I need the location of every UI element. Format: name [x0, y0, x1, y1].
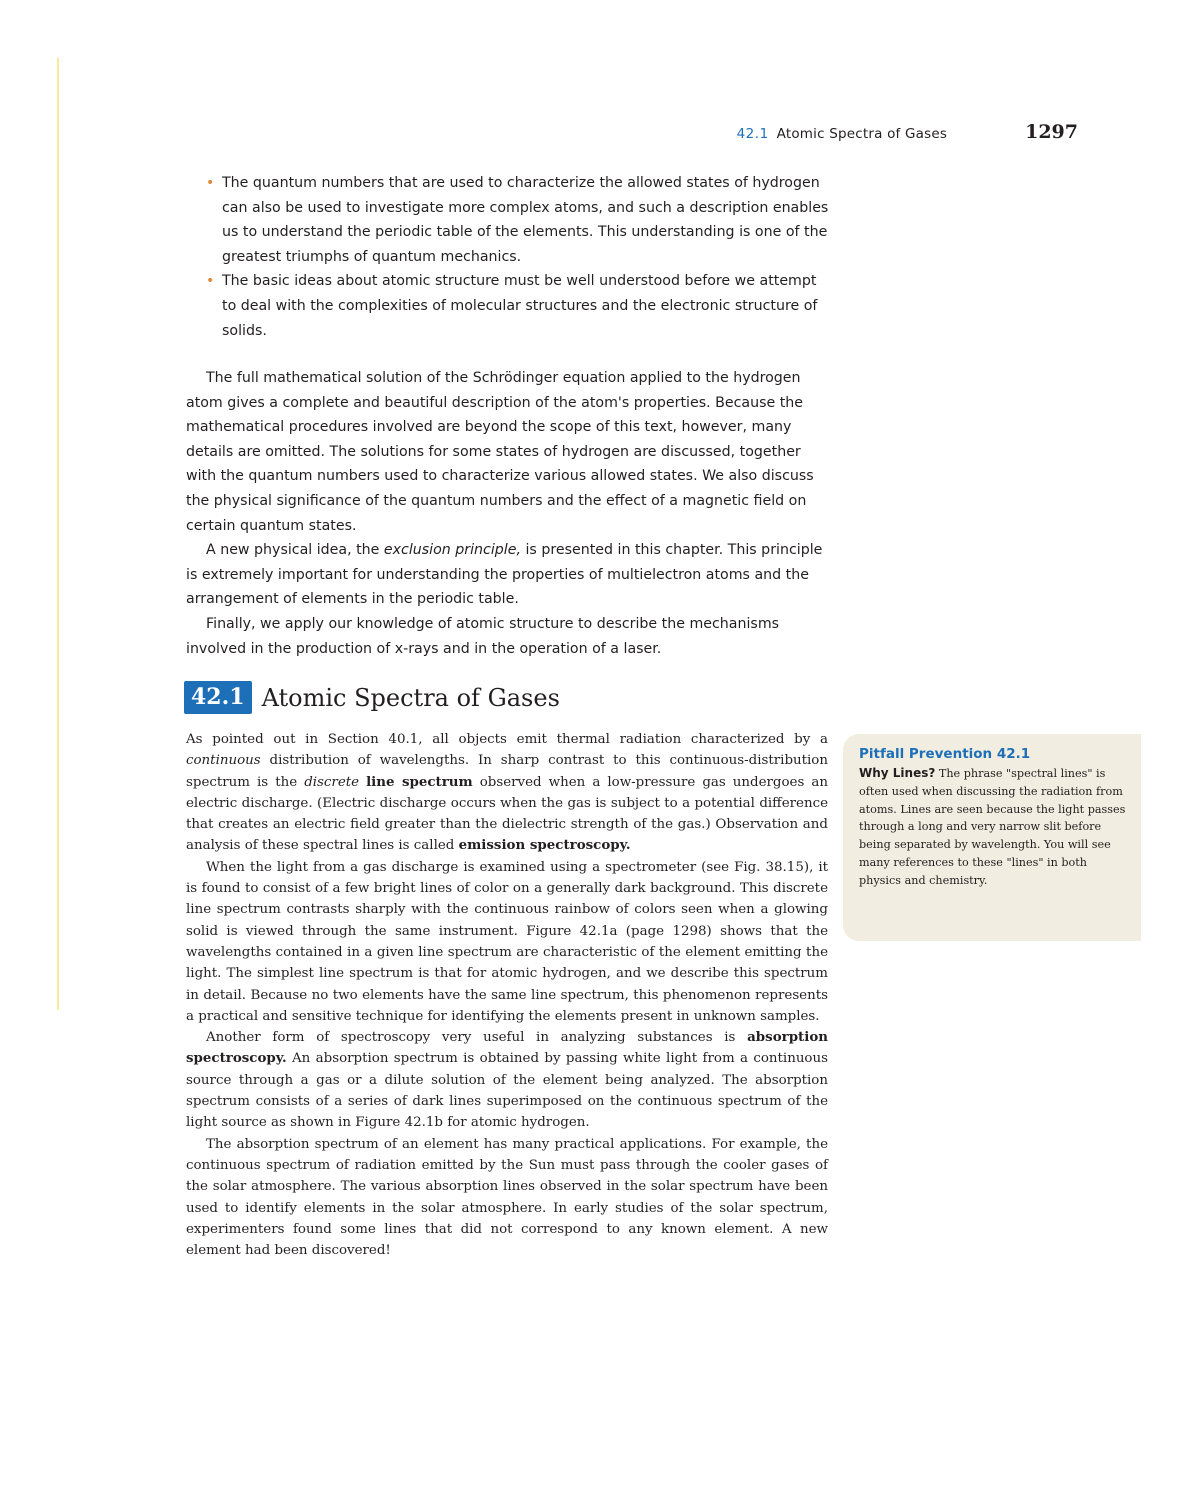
intro-paragraph: The full mathematical solution of the Schrödinger equation applied to the hydrogen atom gives a complete and beautiful description of the atom's properties. Because the mathematical procedures involved are beyond the scope of this text, however, many details are omitted. The solutions for some states of hydrogen are discussed, together with the quantum numbers used to characterize various allowed states. We also discuss the physical significance of the quantum numbers and the effect of a magnetic field on certain quantum states.: [186, 370, 814, 534]
section-body: [186, 729, 828, 1261]
text-run: Another form of spectroscopy very useful in analyzing substances is: [206, 1030, 748, 1046]
text-run: distribution of wavelengths. In sharp contrast to this continuous-distribution spectrum is the: [186, 753, 828, 790]
bullet-text: The quantum numbers that are used to characterize the allowed states of hydrogen can also be used to investigate more complex atoms, and such a description enables us to understand the periodic table of the elements. This understanding is one of the greatest triumphs of quantum mechanics.: [222, 175, 829, 265]
bullet-item: [186, 269, 831, 343]
bullet-text: The basic ideas about atomic structure must be well understood before we attempt to deal with the complexities of molecular structures and the electronic structure of solids.: [222, 273, 818, 339]
text-run: As pointed out in Section 40.1, all objects emit thermal radiation characterized by a: [186, 732, 828, 747]
intro-paragraph: Finally, we apply our knowledge of atomic structure to describe the mechanisms involved in the production of x-rays and in the operation of a laser.: [186, 615, 780, 657]
running-head-section-number: 42.1: [736, 126, 769, 142]
sidebar-body: [859, 765, 1127, 890]
text-run: observed when a low-pressure gas undergoes an electric discharge. (Electric discharge occurs when the gas is subject to a potential difference that creates an electric field greater than the dielectric strength of the gas.) Observation and analysis of these spectral lines is called: [186, 774, 829, 854]
bullet-dot-icon: •: [206, 273, 215, 290]
sidebar-lead: Why Lines?: [859, 766, 936, 780]
sidebar-text: The phrase "spectral lines" is often used when discussing the radiation from atoms. Lines are seen because the light passes through a long and very narrow slit before being separated by wavelength. You will see many references to these "lines" in both physics and chemistry.: [859, 767, 1126, 887]
page-number: 1297: [1025, 121, 1078, 143]
bullet-list: [186, 171, 831, 343]
sidebar-title: Pitfall Prevention 42.1: [859, 746, 1031, 762]
intro-text: [186, 366, 831, 661]
pitfall-prevention-sidebar: [843, 734, 1141, 941]
section-heading: [184, 681, 560, 714]
bullet-item: [186, 171, 831, 269]
running-head-section-title: Atomic Spectra of Gases: [776, 126, 948, 142]
line-spectrum-term: line spectrum: [366, 773, 473, 790]
emission-spectroscopy-term: emission spectroscopy.: [458, 837, 631, 854]
text-run: A new physical idea, the: [206, 542, 384, 559]
section-number-badge: 42.1: [184, 681, 252, 714]
section-title: Atomic Spectra of Gases: [261, 683, 560, 712]
continuous-term: continuous: [186, 753, 261, 769]
absorption-spectroscopy-term: absorption spectroscopy.: [186, 1029, 828, 1067]
body-paragraph: [186, 729, 828, 857]
discrete-term: discrete: [304, 774, 360, 790]
body-paragraph: When the light from a gas discharge is examined using a spectrometer (see Fig. 38.15), it is found to consist of a few bright lines of color on a generally dark background. This discrete line spectrum contrasts sharply with the continuous rainbow of colors seen when a glowing solid is viewed through the same instrument. Figure 42.1a (page 1298) shows that the wavelengths contained in a given line spectrum are characteristic of the element emitting the light. The simplest line spectrum is that for atomic hydrogen, and we describe this spectrum in detail. Because no two elements have the same line spectrum, this phenomenon represents a practical and sensitive technique for identifying the elements present in unknown samples.: [186, 859, 828, 1024]
margin-rule: [57, 58, 59, 1010]
intro-paragraph: [186, 538, 831, 612]
bullet-dot-icon: •: [206, 175, 215, 191]
body-paragraph: The absorption spectrum of an element has many practical applications. For example, the continuous spectrum of radiation emitted by the Sun must pass through the cooler gases of the solar atmosphere. The various absorption lines observed in the solar spectrum have been used to identify elements in the solar atmosphere. In early studies of the solar spectrum, experimenters found some lines that did not correspond to any known element. A new element had been discovered!: [186, 1136, 828, 1259]
text-run: is presented in this chapter. This principle is extremely important for understanding the properties of multielectron atoms and the arrangement of elements in the periodic table.: [186, 542, 823, 608]
exclusion-principle-term: exclusion principle,: [383, 542, 521, 559]
text-run: An absorption spectrum is obtained by passing white light from a continuous source through a gas or a dilute solution of the element being analyzed. The absorption spectrum consists of a series of dark lines superimposed on the continuous spectrum of the light source as shown in Figure 42.1b for atomic hydrogen.: [186, 1051, 828, 1131]
running-head: [620, 121, 1078, 143]
body-paragraph: [186, 1027, 828, 1133]
